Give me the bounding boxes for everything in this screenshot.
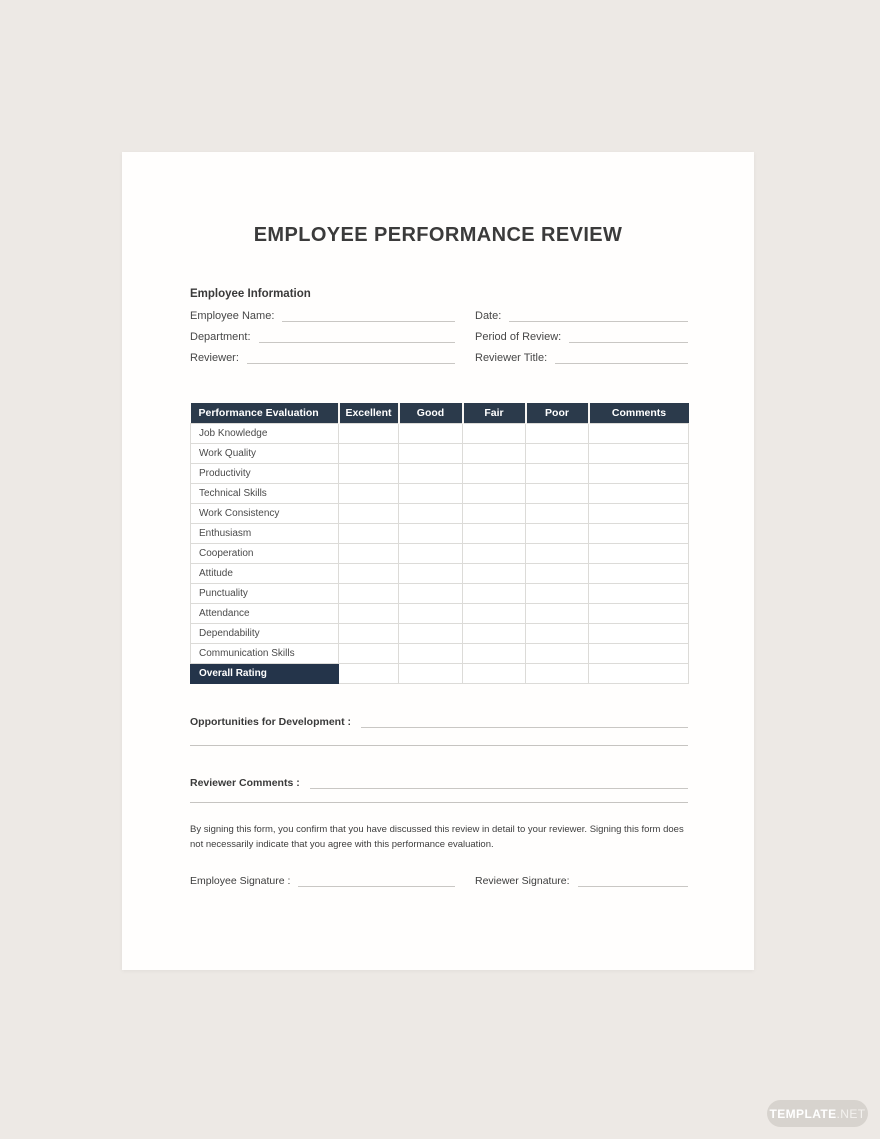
rating-cell[interactable]: [526, 503, 589, 523]
criterion-label: Attendance: [191, 603, 339, 623]
comment-cell[interactable]: [589, 643, 689, 663]
field-employee-name: [190, 309, 455, 322]
opportunities-input-line-2[interactable]: [190, 745, 688, 746]
rating-cell[interactable]: [463, 503, 526, 523]
table-row: [191, 463, 689, 483]
column-header-good: Good: [399, 403, 463, 423]
table-row: [191, 563, 689, 583]
rating-cell[interactable]: [463, 603, 526, 623]
rating-cell[interactable]: [526, 543, 589, 563]
comment-cell[interactable]: [589, 483, 689, 503]
rating-cell[interactable]: [399, 423, 463, 443]
rating-cell[interactable]: [463, 463, 526, 483]
comment-cell[interactable]: [589, 523, 689, 543]
employee-information-section: [190, 288, 688, 364]
rating-cell[interactable]: [339, 483, 399, 503]
period-of-review-input-line[interactable]: [569, 341, 688, 343]
overall-rating-row: [191, 663, 689, 683]
employee-information-fields: [190, 309, 688, 364]
signing-disclaimer: By signing this form, you confirm that you have discussed this review in detail to your reviewer. Signing this form does not necessarily indicate that you agree with this performance evaluation.: [190, 824, 684, 850]
comment-cell[interactable]: [589, 543, 689, 563]
rating-cell[interactable]: [463, 443, 526, 463]
employee-signature-label: Employee Signature :: [190, 875, 291, 887]
rating-cell[interactable]: [463, 523, 526, 543]
column-header-comments: Comments: [589, 403, 689, 423]
evaluation-table: [190, 403, 689, 684]
rating-cell[interactable]: [526, 603, 589, 623]
rating-cell[interactable]: [526, 523, 589, 543]
rating-cell[interactable]: [339, 603, 399, 623]
table-row: [191, 643, 689, 663]
rating-cell[interactable]: [526, 583, 589, 603]
reviewer-comments-section: [190, 775, 688, 803]
comment-cell[interactable]: [589, 563, 689, 583]
table-row: [191, 423, 689, 443]
table-row: [191, 483, 689, 503]
criterion-label: Cooperation: [191, 543, 339, 563]
table-row: [191, 543, 689, 563]
criterion-label: Job Knowledge: [191, 423, 339, 443]
rating-cell[interactable]: [526, 623, 589, 643]
reviewer-signature-label: Reviewer Signature:: [475, 875, 570, 887]
table-row: [191, 583, 689, 603]
reviewer-title-input-line[interactable]: [555, 362, 688, 364]
rating-cell[interactable]: [339, 523, 399, 543]
column-header-performance-evaluation: Performance Evaluation: [191, 403, 339, 423]
rating-cell[interactable]: [339, 543, 399, 563]
rating-cell[interactable]: [463, 563, 526, 583]
comment-cell[interactable]: [589, 463, 689, 483]
rating-cell[interactable]: [463, 663, 526, 683]
department-input-line[interactable]: [259, 341, 455, 343]
template-net-watermark: [767, 1100, 868, 1127]
signatures-section: [190, 873, 688, 887]
employee-signature-line[interactable]: [298, 885, 455, 887]
criterion-label: Work Quality: [191, 443, 339, 463]
field-reviewer: [190, 351, 455, 364]
rating-cell[interactable]: [399, 543, 463, 563]
rating-cell[interactable]: [339, 443, 399, 463]
field-label: Date:: [475, 310, 502, 322]
page-title: EMPLOYEE PERFORMANCE REVIEW: [253, 224, 623, 246]
rating-cell[interactable]: [526, 483, 589, 503]
rating-cell[interactable]: [463, 623, 526, 643]
criterion-label: Technical Skills: [191, 483, 339, 503]
field-period-of-review: [475, 330, 688, 343]
field-label: Period of Review:: [475, 331, 562, 343]
column-header-excellent: Excellent: [339, 403, 399, 423]
rating-cell[interactable]: [463, 423, 526, 443]
rating-cell[interactable]: [526, 423, 589, 443]
watermark-brand-suffix: .NET: [836, 1106, 866, 1121]
reviewer-input-line[interactable]: [247, 362, 455, 364]
criterion-label: Communication Skills: [191, 643, 339, 663]
comment-cell[interactable]: [589, 663, 689, 683]
rating-cell[interactable]: [463, 543, 526, 563]
table-row: [191, 603, 689, 623]
employee-information-heading: Employee Information: [190, 288, 311, 300]
field-label: Reviewer:: [190, 352, 239, 364]
rating-cell[interactable]: [339, 503, 399, 523]
criterion-label: Work Consistency: [191, 503, 339, 523]
criterion-label: Enthusiasm: [191, 523, 339, 543]
table-header-row: [191, 403, 689, 423]
criterion-label: Dependability: [191, 623, 339, 643]
rating-cell[interactable]: [399, 463, 463, 483]
table-row: [191, 623, 689, 643]
criterion-label: Attitude: [191, 563, 339, 583]
rating-cell[interactable]: [526, 643, 589, 663]
rating-cell[interactable]: [526, 563, 589, 583]
column-header-poor: Poor: [526, 403, 589, 423]
field-employee-signature: [190, 873, 455, 887]
employee-name-input-line[interactable]: [282, 320, 455, 322]
criterion-label: Punctuality: [191, 583, 339, 603]
field-department: [190, 330, 455, 343]
reviewer-comments-label: Reviewer Comments :: [190, 777, 300, 789]
field-date: [475, 309, 688, 322]
field-label: Reviewer Title:: [475, 352, 548, 364]
rating-cell[interactable]: [463, 583, 526, 603]
rating-cell[interactable]: [339, 623, 399, 643]
date-input-line[interactable]: [509, 320, 688, 322]
rating-cell[interactable]: [339, 663, 399, 683]
rating-cell[interactable]: [339, 643, 399, 663]
comment-cell[interactable]: [589, 583, 689, 603]
rating-cell[interactable]: [526, 443, 589, 463]
rating-cell[interactable]: [463, 643, 526, 663]
reviewer-comments-input-line-2[interactable]: [190, 802, 688, 803]
rating-cell[interactable]: [399, 643, 463, 663]
table-row: [191, 503, 689, 523]
rating-cell[interactable]: [399, 483, 463, 503]
rating-cell[interactable]: [399, 603, 463, 623]
rating-cell[interactable]: [399, 623, 463, 643]
document-page: [122, 152, 754, 970]
rating-cell[interactable]: [463, 483, 526, 503]
field-reviewer-signature: [475, 873, 688, 887]
rating-cell[interactable]: [399, 663, 463, 683]
opportunities-input-line[interactable]: [361, 726, 688, 728]
rating-cell[interactable]: [526, 663, 589, 683]
comment-cell[interactable]: [589, 603, 689, 623]
field-label: Employee Name:: [190, 310, 275, 322]
rating-cell[interactable]: [526, 463, 589, 483]
rating-cell[interactable]: [339, 563, 399, 583]
opportunities-section: [190, 714, 688, 746]
comment-cell[interactable]: [589, 623, 689, 643]
reviewer-comments-input-line[interactable]: [310, 787, 688, 789]
rating-cell[interactable]: [339, 583, 399, 603]
column-header-fair: Fair: [463, 403, 526, 423]
table-row: [191, 523, 689, 543]
comment-cell[interactable]: [589, 423, 689, 443]
opportunities-label: Opportunities for Development :: [190, 716, 352, 728]
comment-cell[interactable]: [589, 443, 689, 463]
rating-cell[interactable]: [399, 583, 463, 603]
watermark-brand: TEMPLATE: [769, 1106, 837, 1121]
rating-cell[interactable]: [339, 463, 399, 483]
reviewer-signature-line[interactable]: [578, 885, 688, 887]
criterion-label: Productivity: [191, 463, 339, 483]
rating-cell[interactable]: [399, 563, 463, 583]
rating-cell[interactable]: [339, 423, 399, 443]
comment-cell[interactable]: [589, 503, 689, 523]
overall-rating-label: Overall Rating: [191, 663, 339, 683]
field-label: Department:: [190, 331, 251, 343]
rating-cell[interactable]: [399, 443, 463, 463]
field-reviewer-title: [475, 351, 688, 364]
table-row: [191, 443, 689, 463]
rating-cell[interactable]: [399, 503, 463, 523]
rating-cell[interactable]: [399, 523, 463, 543]
